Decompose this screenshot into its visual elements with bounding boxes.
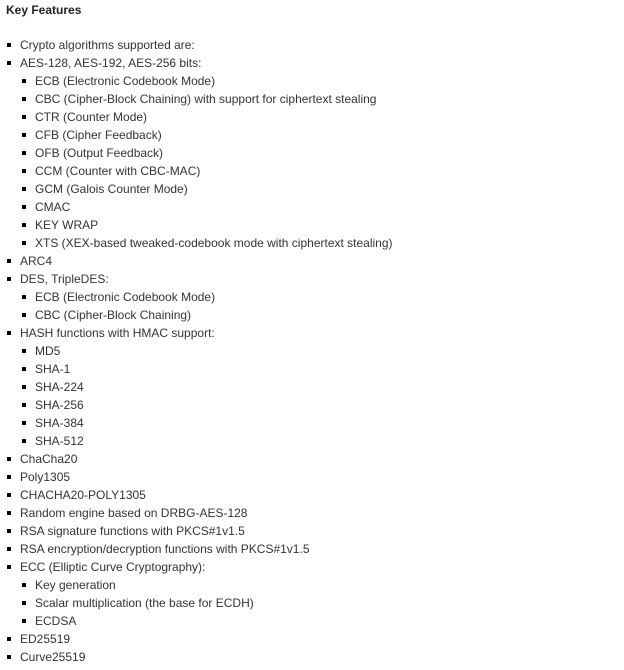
square-bullet-icon <box>22 385 26 389</box>
list-item-text: Curve25519 <box>20 650 86 664</box>
list-item-text: RSA signature functions with PKCS#1v1.5 <box>20 524 245 538</box>
list-item-text: SHA-256 <box>35 398 84 412</box>
sub-list-item <box>0 432 393 450</box>
square-bullet-icon <box>7 547 11 551</box>
list-item-text: SHA-512 <box>35 434 84 448</box>
list-item-text: ECB (Electronic Codebook Mode) <box>35 74 216 88</box>
square-bullet-icon <box>22 133 26 137</box>
square-bullet-icon <box>22 403 26 407</box>
list-item-text: ECDSA <box>35 614 77 628</box>
list-item <box>0 522 393 540</box>
list-item-text: CBC (Cipher-Block Chaining) with support for ciphertext stealing <box>35 92 377 106</box>
list-item-text: GCM (Galois Counter Mode) <box>35 182 188 196</box>
list-item <box>0 252 393 270</box>
list-item-text: Crypto algorithms supported are: <box>20 38 195 52</box>
list-item-text: SHA-384 <box>35 416 84 430</box>
sub-list-item <box>0 342 393 360</box>
list-item <box>0 648 393 666</box>
sub-list-item <box>0 108 393 126</box>
list-item <box>0 630 393 648</box>
square-bullet-icon <box>22 583 26 587</box>
square-bullet-icon <box>22 439 26 443</box>
list-item-text: MD5 <box>35 344 61 358</box>
square-bullet-icon <box>7 475 11 479</box>
square-bullet-icon <box>7 43 11 47</box>
sub-list-item <box>0 198 393 216</box>
sub-list-item <box>0 288 393 306</box>
square-bullet-icon <box>22 313 26 317</box>
square-bullet-icon <box>7 565 11 569</box>
list-item-text: ECC (Elliptic Curve Cryptography): <box>20 560 206 574</box>
sub-list-item <box>0 576 393 594</box>
list-item <box>0 486 393 504</box>
list-item-text: CFB (Cipher Feedback) <box>35 128 162 142</box>
sub-list-item <box>0 594 393 612</box>
square-bullet-icon <box>22 205 26 209</box>
square-bullet-icon <box>7 637 11 641</box>
square-bullet-icon <box>7 529 11 533</box>
square-bullet-icon <box>7 277 11 281</box>
sub-list-item <box>0 126 393 144</box>
list-item <box>0 54 393 72</box>
square-bullet-icon <box>22 349 26 353</box>
list-item-text: DES, TripleDES: <box>20 272 109 286</box>
sub-list-item <box>0 360 393 378</box>
list-item-text: SHA-224 <box>35 380 84 394</box>
sub-list-item <box>0 180 393 198</box>
sub-list-item <box>0 216 393 234</box>
list-item-text: AES-128, AES-192, AES-256 bits: <box>20 56 202 70</box>
list-item-text: ED25519 <box>20 632 71 646</box>
sub-list-item <box>0 144 393 162</box>
list-item-text: CCM (Counter with CBC-MAC) <box>35 164 201 178</box>
page-title: Key Features <box>6 3 82 17</box>
square-bullet-icon <box>22 223 26 227</box>
square-bullet-icon <box>7 655 11 659</box>
list-item-text: OFB (Output Feedback) <box>35 146 164 160</box>
sub-list-item <box>0 612 393 630</box>
square-bullet-icon <box>22 79 26 83</box>
list-item-text: Scalar multiplication (the base for ECDH) <box>35 596 254 610</box>
square-bullet-icon <box>22 241 26 245</box>
sub-list-item <box>0 378 393 396</box>
square-bullet-icon <box>22 295 26 299</box>
sub-list-item <box>0 396 393 414</box>
list-item-text: Poly1305 <box>20 470 71 484</box>
feature-list <box>0 36 393 666</box>
square-bullet-icon <box>22 97 26 101</box>
list-item <box>0 504 393 522</box>
square-bullet-icon <box>7 457 11 461</box>
square-bullet-icon <box>7 61 11 65</box>
square-bullet-icon <box>22 169 26 173</box>
sub-list-item <box>0 162 393 180</box>
list-item <box>0 450 393 468</box>
list-item-text: KEY WRAP <box>35 218 99 232</box>
square-bullet-icon <box>22 601 26 605</box>
square-bullet-icon <box>7 259 11 263</box>
square-bullet-icon <box>7 493 11 497</box>
square-bullet-icon <box>22 115 26 119</box>
sub-list-item <box>0 72 393 90</box>
list-item-text: HASH functions with HMAC support: <box>20 326 215 340</box>
list-item-text: CHACHA20-POLY1305 <box>20 488 146 502</box>
list-item-text: CTR (Counter Mode) <box>35 110 148 124</box>
list-item-text: Random engine based on DRBG-AES-128 <box>20 506 248 520</box>
list-item-text: RSA encryption/decryption functions with PKCS#1v1.5 <box>20 542 310 556</box>
sub-list-item <box>0 414 393 432</box>
square-bullet-icon <box>22 421 26 425</box>
square-bullet-icon <box>7 511 11 515</box>
list-item-text: ECB (Electronic Codebook Mode) <box>35 290 216 304</box>
list-item-text: XTS (XEX-based tweaked-codebook mode with ciphertext stealing) <box>35 236 393 250</box>
list-item <box>0 540 393 558</box>
list-item <box>0 270 393 288</box>
list-item-text: ChaCha20 <box>20 452 78 466</box>
sub-list-item <box>0 306 393 324</box>
list-item-text: Key generation <box>35 578 116 592</box>
list-item <box>0 558 393 576</box>
sub-list-item <box>0 234 393 252</box>
list-item-text: CBC (Cipher-Block Chaining) <box>35 308 192 322</box>
square-bullet-icon <box>22 187 26 191</box>
list-item <box>0 468 393 486</box>
list-item <box>0 324 393 342</box>
sub-list-item <box>0 90 393 108</box>
square-bullet-icon <box>7 331 11 335</box>
list-item <box>0 36 393 54</box>
square-bullet-icon <box>22 151 26 155</box>
list-item-text: CMAC <box>35 200 71 214</box>
square-bullet-icon <box>22 619 26 623</box>
list-item-text: ARC4 <box>20 254 53 268</box>
square-bullet-icon <box>22 367 26 371</box>
list-item-text: SHA-1 <box>35 362 71 376</box>
